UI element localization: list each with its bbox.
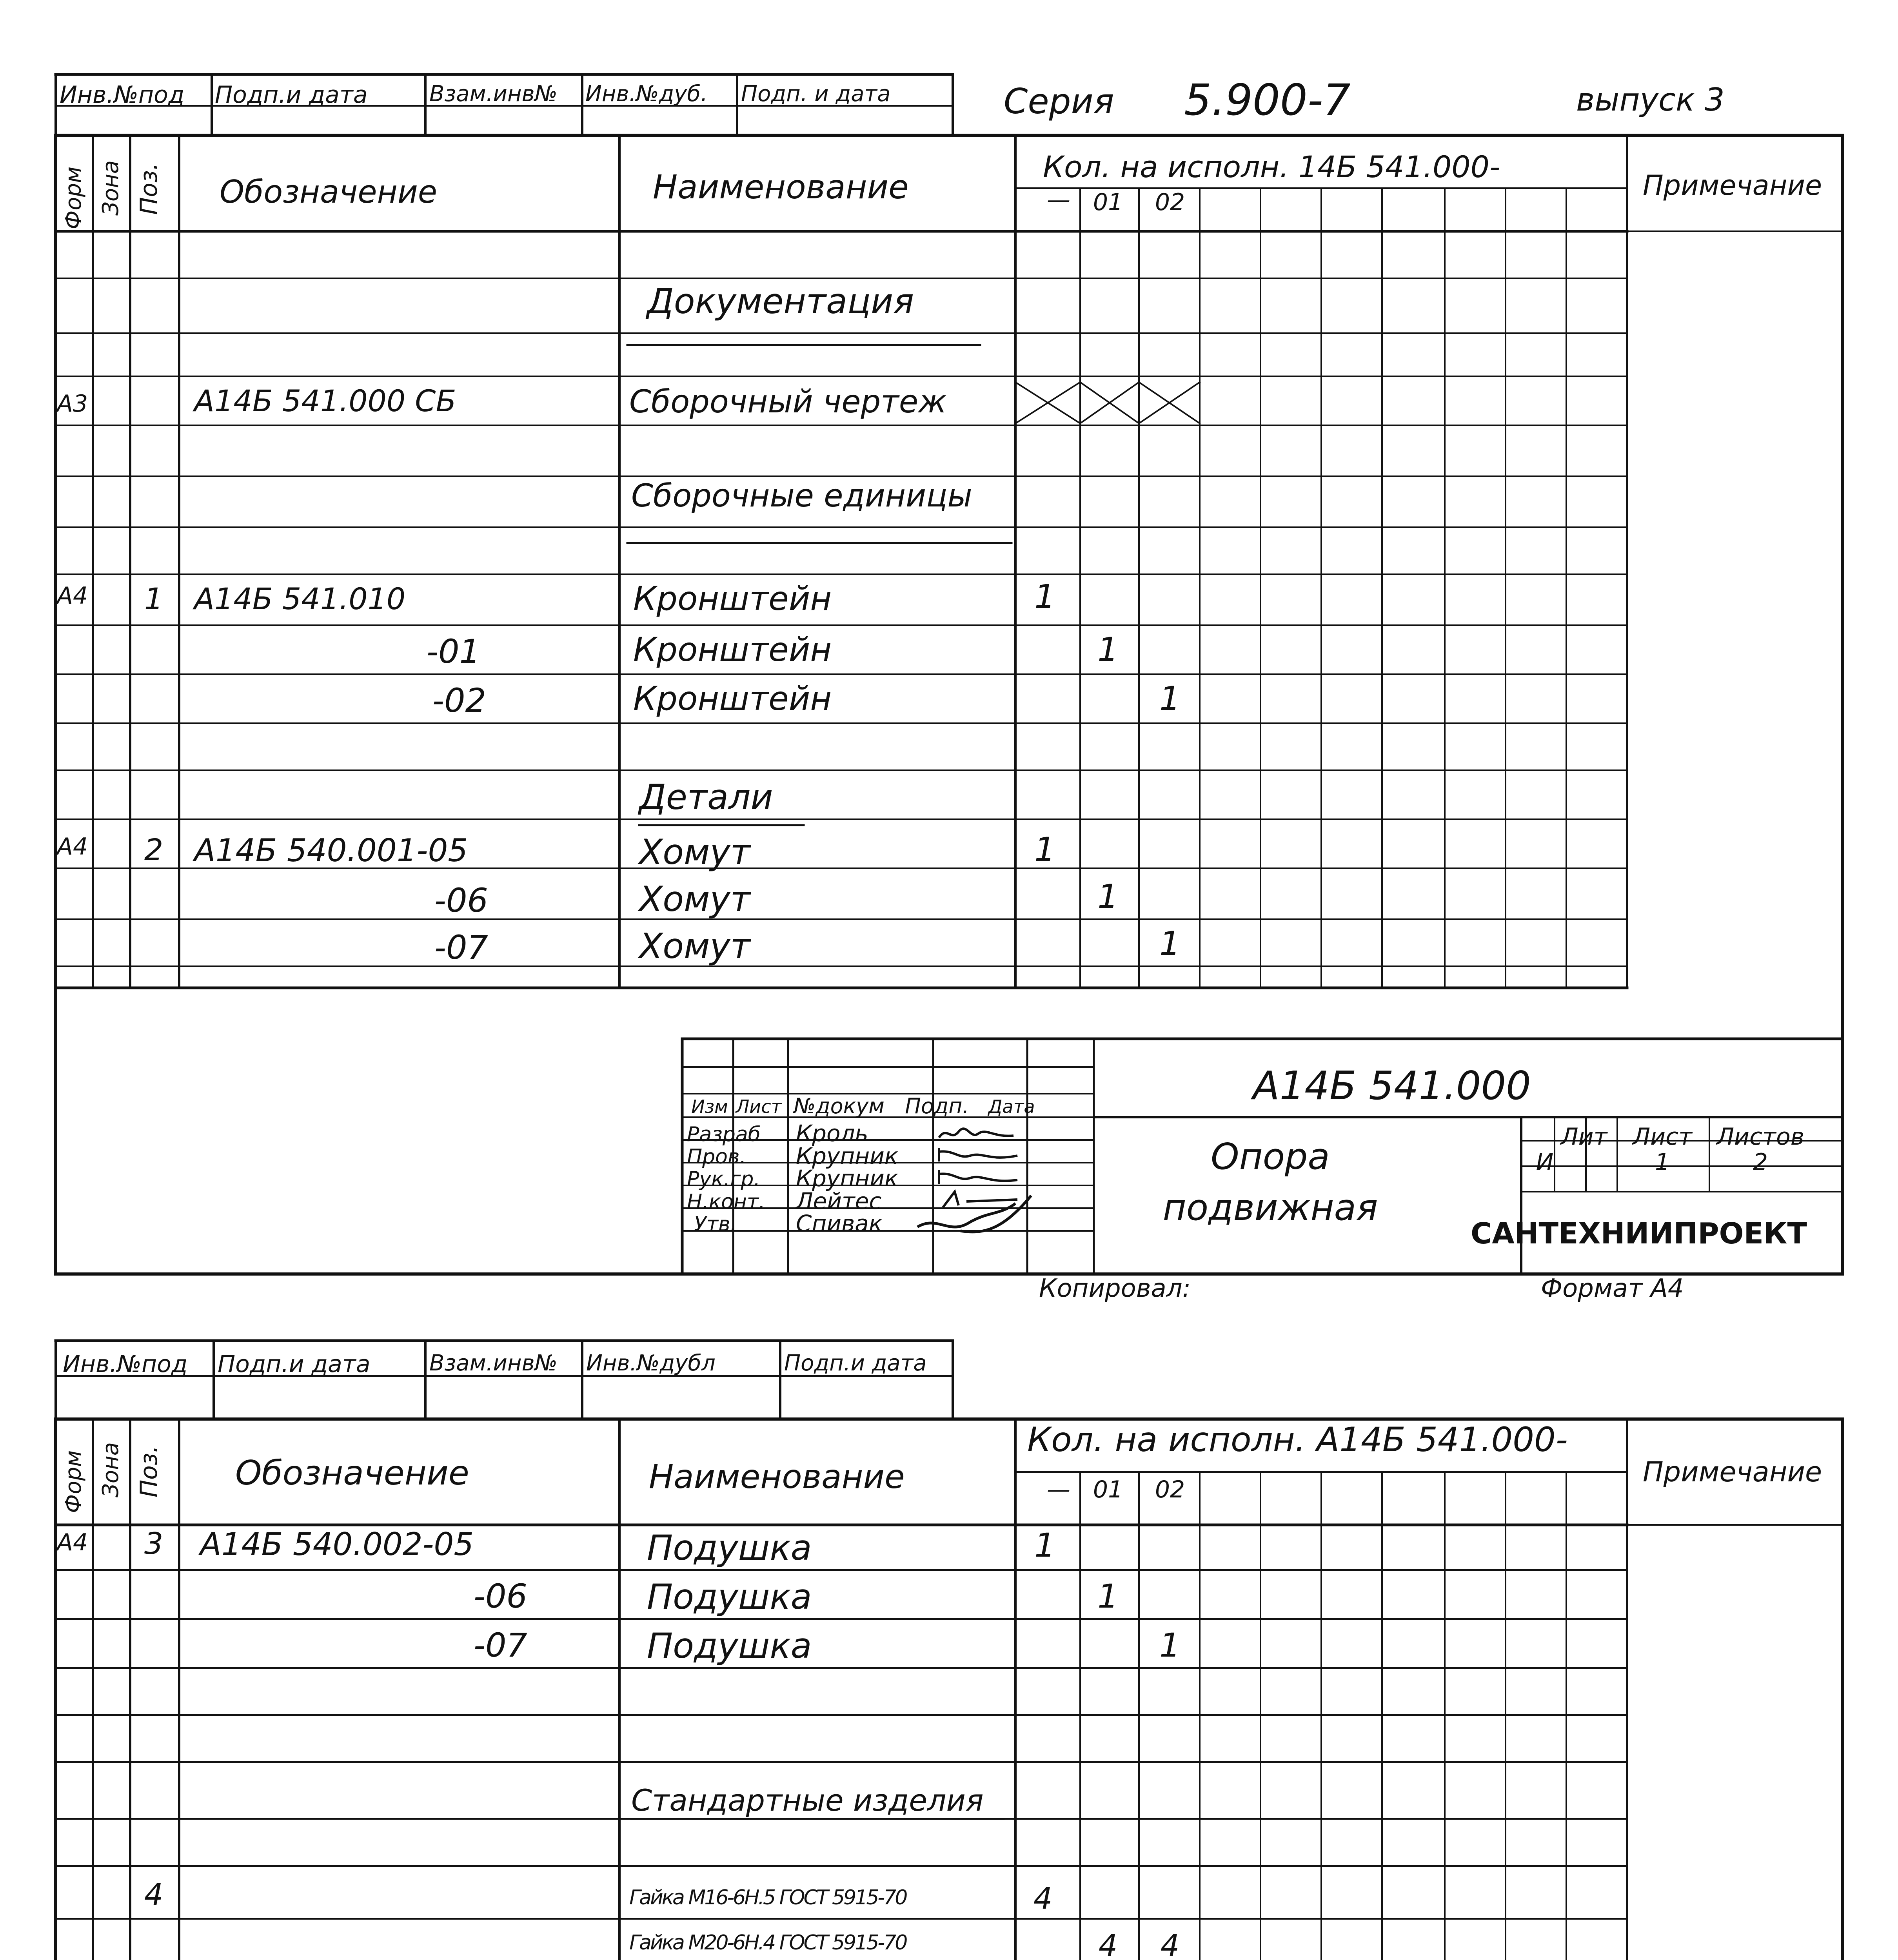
- name-cell: Кронштейн: [633, 630, 832, 669]
- header-qty-01: 01: [1093, 1476, 1123, 1503]
- qty-cell: 4: [1098, 1928, 1118, 1960]
- signature-rukgr: [935, 1166, 1025, 1190]
- name-cell: Хомут: [639, 926, 750, 966]
- tb-col-list: Лист: [736, 1096, 782, 1117]
- name-cell: Подушка: [647, 1528, 812, 1568]
- header-qty-01: 01: [1093, 189, 1123, 216]
- qty-cell: 1: [1159, 1626, 1181, 1664]
- tb-col-docnum: №докум: [794, 1094, 885, 1118]
- header-qty-02: 02: [1155, 189, 1185, 216]
- qty-cell: 1: [1097, 1577, 1119, 1615]
- name-cell: Подушка: [647, 1626, 812, 1666]
- pos-cell: 4: [144, 1877, 163, 1912]
- format-label: Формат А4: [1541, 1274, 1684, 1303]
- name-rukgr: Крупник: [796, 1165, 898, 1192]
- lit-label: Лит: [1560, 1123, 1607, 1151]
- qty-cell: 1: [1159, 924, 1181, 963]
- pos-cell: 1: [144, 581, 163, 616]
- document-code: А14Б 541.000: [1253, 1063, 1531, 1109]
- name-razrab: Кроль: [796, 1120, 868, 1147]
- role-utv: Утв.: [694, 1212, 737, 1236]
- qty-cell: 1: [1034, 577, 1055, 616]
- section-documentation: Документация: [647, 281, 914, 321]
- name-cell: Сборочный чертеж: [629, 383, 947, 420]
- header-name: Наименование: [649, 1457, 905, 1496]
- title-line-1: Опора: [1211, 1136, 1330, 1178]
- sheets-label: Листов: [1716, 1123, 1805, 1151]
- series-label: Серия: [1004, 81, 1114, 122]
- stamp-podp-data: Подп.и дата: [218, 1350, 371, 1378]
- section-assembly-units: Сборочные единицы: [631, 477, 972, 514]
- stamp-podp-data: Подп.и дата: [215, 81, 368, 109]
- signature-razrab: [935, 1122, 1025, 1145]
- lit-value: И: [1536, 1149, 1554, 1176]
- header-note: Примечание: [1643, 1456, 1822, 1488]
- copied-label: Копировал:: [1039, 1274, 1191, 1303]
- tb-col-podp: Подп.: [905, 1094, 969, 1118]
- tb-col-data: Дата: [988, 1096, 1035, 1117]
- sheets-value: 2: [1753, 1149, 1768, 1176]
- designation-cell: А14Б 541.010: [194, 581, 406, 616]
- stamp-inv-dub: Инв.№дуб.: [585, 81, 708, 107]
- name-cell: Гайка М20-6Н.4 ГОСТ 5915-70: [629, 1931, 906, 1955]
- pos-cell: 3: [144, 1526, 163, 1561]
- sheet-value: 1: [1655, 1149, 1670, 1176]
- title-line-2: подвижная: [1162, 1187, 1378, 1229]
- header-note: Примечание: [1643, 169, 1822, 201]
- designation-cell: -07: [473, 1626, 527, 1664]
- name-cell: Гайка М16-6Н.5 ГОСТ 5915-70: [629, 1886, 906, 1909]
- name-cell: Кронштейн: [633, 579, 832, 618]
- series-value: 5.900-7: [1184, 75, 1351, 125]
- form-cell: А4: [57, 1529, 88, 1556]
- header-qty-dash: —: [1047, 1476, 1070, 1503]
- signature-utv: [914, 1192, 1039, 1243]
- designation-cell: А14Б 541.000 СБ: [194, 383, 456, 418]
- name-cell: Хомут: [639, 879, 750, 919]
- qty-cell: 4: [1160, 1928, 1180, 1960]
- header-zone: Зона: [98, 1442, 124, 1497]
- form-cell: А4: [57, 582, 88, 610]
- role-rukgr: Рук.гр.: [687, 1167, 760, 1191]
- section-standard-items: Стандартные изделия: [631, 1783, 984, 1818]
- name-prov: Крупник: [796, 1143, 898, 1169]
- stamp-inv-podl: Инв.№под: [63, 1350, 188, 1378]
- designation-cell: -06: [434, 881, 488, 920]
- organization: САНТЕХНИИПРОЕКТ: [1471, 1217, 1807, 1250]
- header-designation: Обозначение: [220, 174, 438, 210]
- header-qty-dash: —: [1047, 186, 1070, 214]
- designation-cell: А14Б 540.001-05: [194, 832, 468, 869]
- name-cell: Кронштейн: [633, 679, 832, 718]
- stamp-vzam-inv: Взам.инв№: [429, 81, 558, 107]
- stamp-podp-data-2: Подп.и дата: [784, 1350, 927, 1376]
- qty-cell: 1: [1034, 1526, 1055, 1564]
- designation-cell: -01: [426, 632, 480, 671]
- pos-cell: 2: [144, 832, 163, 867]
- stamp-inv-dub: Инв.№дубл: [586, 1350, 716, 1376]
- header-name: Наименование: [653, 168, 909, 206]
- header-qty: Кол. на исполн. А14Б 541.000-: [1027, 1420, 1568, 1459]
- header-form: Форм: [61, 1450, 86, 1513]
- header-qty-02: 02: [1155, 1476, 1185, 1503]
- tb-col-izm: Изм: [691, 1096, 728, 1117]
- designation-cell: -07: [434, 928, 488, 967]
- stamp-vzam-inv: Взам.инв№: [429, 1350, 558, 1376]
- header-designation: Обозначение: [235, 1454, 469, 1493]
- role-prov: Пров.: [687, 1145, 746, 1169]
- header-pos: Поз.: [135, 163, 163, 215]
- role-nkont: Н.конт.: [687, 1190, 765, 1214]
- stamp-inv-podl: Инв.№под: [60, 81, 185, 109]
- stamp-podp-data-2: Подп. и дата: [741, 81, 891, 107]
- section-details: Детали: [639, 777, 773, 817]
- designation-cell: -02: [432, 681, 486, 720]
- qty-cell: 4: [1033, 1881, 1053, 1916]
- qty-cell: 1: [1159, 679, 1181, 718]
- qty-cell: 1: [1097, 630, 1119, 669]
- header-zone: Зона: [98, 160, 124, 216]
- designation-cell: -06: [473, 1577, 527, 1615]
- signature-prov: [935, 1144, 1025, 1167]
- designation-cell: А14Б 540.002-05: [200, 1526, 474, 1563]
- form-cell: А3: [57, 390, 88, 417]
- name-cell: Хомут: [639, 832, 750, 872]
- qty-cell: 1: [1034, 830, 1055, 869]
- issue-number: выпуск 3: [1576, 82, 1725, 118]
- form-cell: А4: [57, 833, 88, 860]
- role-razrab: Разраб: [687, 1123, 761, 1146]
- qty-cell: 1: [1097, 877, 1119, 916]
- sheet-label: Лист: [1632, 1123, 1693, 1151]
- header-pos: Поз.: [135, 1445, 163, 1497]
- header-qty: Кол. на исполн. 14Б 541.000-: [1043, 149, 1500, 184]
- header-form: Форм: [61, 166, 86, 229]
- name-utv: Спивак: [796, 1210, 883, 1237]
- name-cell: Подушка: [647, 1577, 812, 1617]
- name-nkont: Лейтес: [796, 1188, 882, 1214]
